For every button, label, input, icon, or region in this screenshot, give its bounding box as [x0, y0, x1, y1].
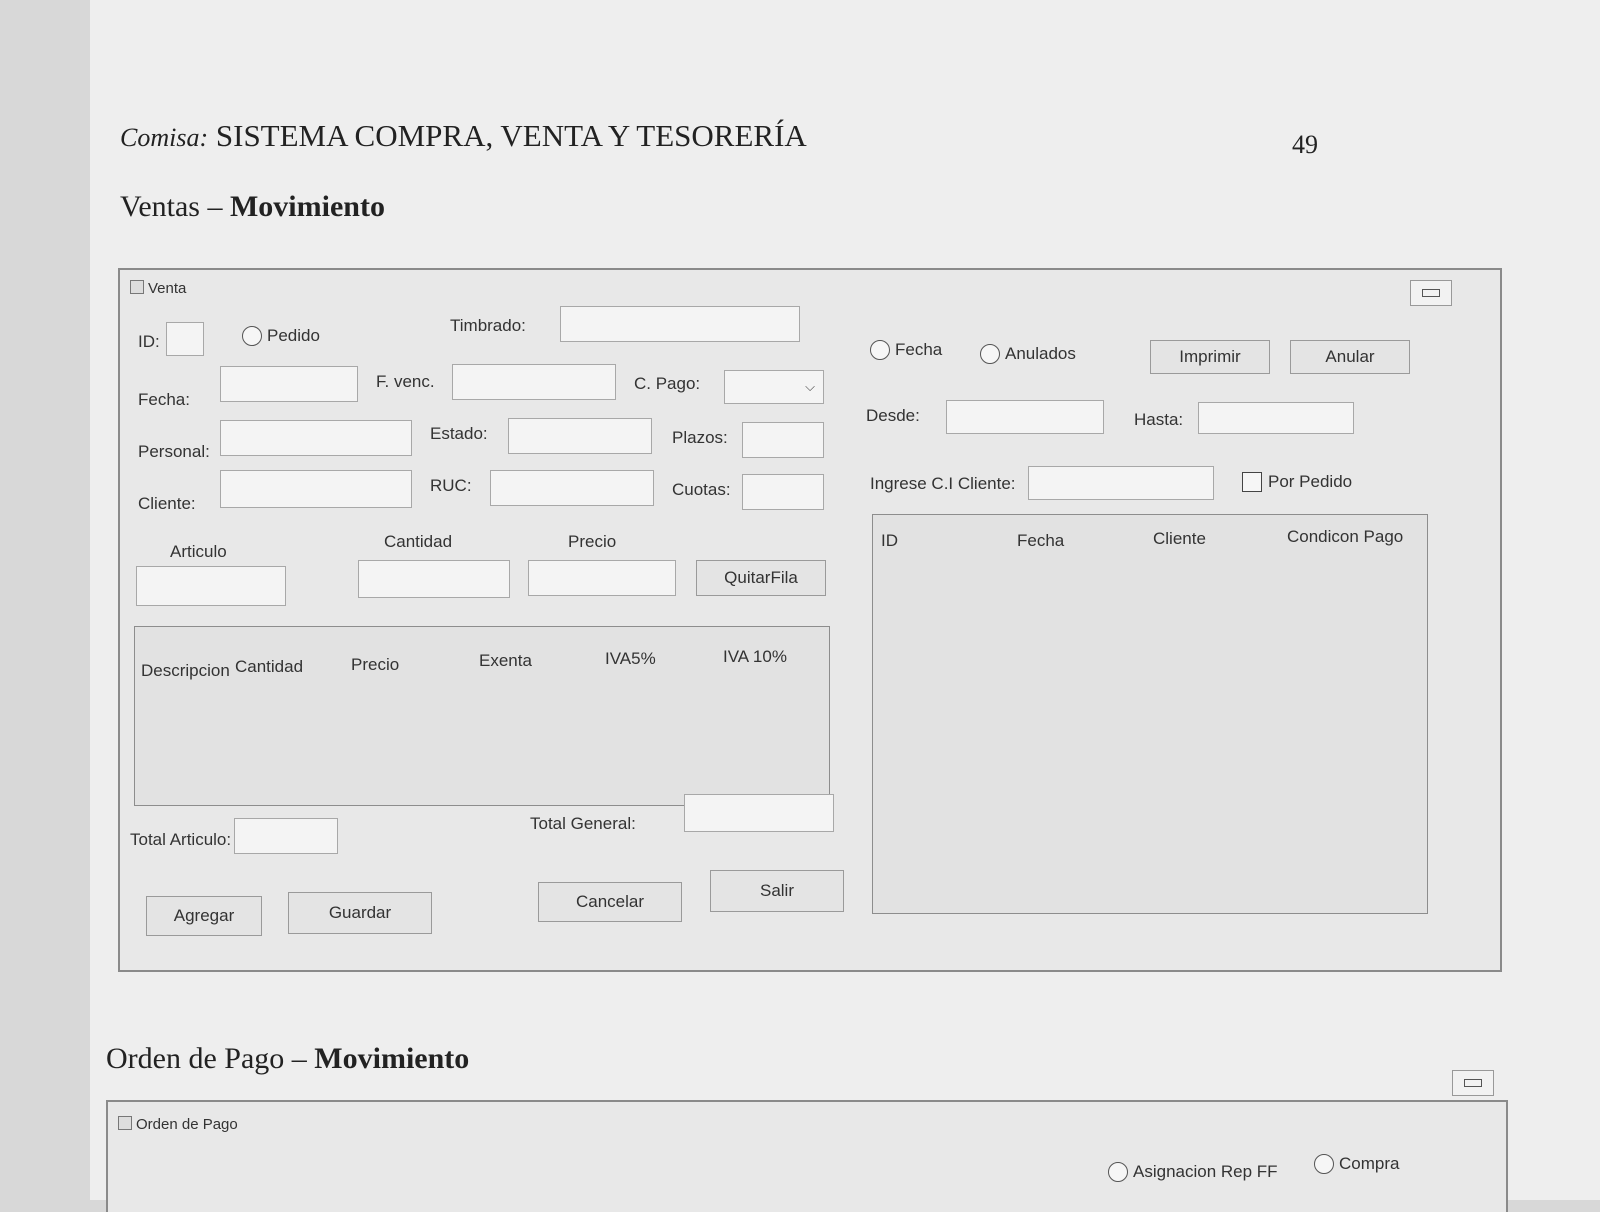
radio-circle-icon — [1108, 1162, 1128, 1182]
label-timbrado: Timbrado: — [450, 316, 526, 335]
list-header-cliente[interactable]: Cliente — [1153, 529, 1206, 548]
page-number: 49 — [1292, 130, 1318, 159]
label-cliente: Cliente: — [138, 494, 196, 513]
radio-pedido[interactable]: Pedido — [242, 326, 320, 346]
label-c-pago: C. Pago: — [634, 374, 701, 393]
grid-header-cantidad[interactable]: Cantidad — [235, 657, 304, 676]
label-desde: Desde: — [866, 406, 920, 425]
minimize-button-orden[interactable] — [1452, 1070, 1494, 1096]
radio-circle-icon — [242, 326, 262, 346]
ci-cliente-input[interactable] — [1028, 466, 1214, 500]
radio-fecha[interactable]: Fecha — [870, 340, 942, 360]
total-general-input[interactable] — [684, 794, 834, 832]
window-title — [130, 280, 186, 297]
minimize-icon — [1422, 289, 1440, 297]
cantidad-input[interactable] — [358, 560, 510, 598]
label-fecha: Fecha: — [138, 390, 190, 409]
salir-button[interactable]: Salir — [710, 870, 844, 912]
articulo-input[interactable] — [136, 566, 286, 606]
section-main: Movimiento — [229, 190, 385, 223]
label-total-general: Total General: — [530, 814, 636, 833]
timbrado-input[interactable] — [560, 306, 800, 342]
id-input[interactable] — [166, 322, 204, 356]
c-pago-select[interactable] — [724, 370, 824, 404]
window-app-icon — [118, 1116, 132, 1130]
hasta-input[interactable] — [1198, 402, 1354, 434]
precio-input[interactable] — [528, 560, 676, 596]
section-title-ventas — [120, 190, 385, 224]
radio-asignacion-rep-ff[interactable]: Asignacion Rep FF — [1108, 1162, 1278, 1182]
header-title: SISTEMA COMPRA, VENTA Y TESORERÍA — [215, 118, 807, 153]
ruc-input[interactable] — [490, 470, 654, 506]
header-company: Comisa: — [120, 123, 209, 152]
label-personal: Personal: — [138, 442, 210, 461]
label-precio: Precio — [568, 532, 617, 551]
cliente-input[interactable] — [220, 470, 412, 508]
radio-circle-icon — [980, 344, 1000, 364]
anular-button[interactable]: Anular — [1290, 340, 1410, 374]
grid-header-precio[interactable]: Precio — [351, 655, 400, 674]
minimize-button[interactable] — [1410, 280, 1452, 306]
plazos-input[interactable] — [742, 422, 824, 458]
list-header-id[interactable]: ID — [881, 531, 898, 550]
orden-pago-window — [106, 1100, 1508, 1212]
radio-compra[interactable]: Compra — [1314, 1154, 1399, 1174]
cancelar-button[interactable]: Cancelar — [538, 882, 682, 922]
grid-header-iva10[interactable]: IVA 10% — [723, 647, 787, 666]
estado-input[interactable] — [508, 418, 652, 454]
label-cuotas: Cuotas: — [672, 480, 731, 499]
list-header-fecha[interactable]: Fecha — [1017, 531, 1065, 550]
window-title-text: Venta — [148, 280, 187, 297]
f-venc-input[interactable] — [452, 364, 616, 400]
section-prefix: Ventas – — [120, 190, 223, 223]
detail-grid[interactable] — [134, 626, 830, 806]
grid-header-iva5[interactable]: IVA5% — [605, 649, 656, 668]
checkbox-por-pedido[interactable]: Por Pedido — [1242, 472, 1352, 492]
radio-circle-icon — [1314, 1154, 1334, 1174]
chevron-down-icon: ⌵ — [805, 379, 815, 394]
agregar-button[interactable]: Agregar — [146, 896, 262, 936]
radio-anulados[interactable]: Anulados — [980, 344, 1076, 364]
section-main: Movimiento — [314, 1042, 470, 1075]
section-prefix: Orden de Pago – — [106, 1042, 307, 1075]
cuotas-input[interactable] — [742, 474, 824, 510]
guardar-button[interactable]: Guardar — [288, 892, 432, 934]
label-ruc: RUC: — [430, 476, 472, 495]
grid-header-descripcion[interactable]: Descripcion — [141, 661, 230, 680]
total-articulo-input[interactable] — [234, 818, 338, 854]
label-plazos: Plazos: — [672, 428, 728, 447]
label-articulo: Articulo — [170, 542, 227, 561]
label-cantidad: Cantidad — [384, 532, 453, 551]
desde-input[interactable] — [946, 400, 1104, 434]
label-estado: Estado: — [430, 424, 488, 443]
label-total-articulo: Total Articulo: — [130, 830, 232, 849]
label-id: ID: — [138, 332, 160, 351]
label-f-venc: F. venc. — [376, 372, 435, 391]
window-title — [118, 1116, 238, 1133]
quitar-fila-button[interactable]: QuitarFila — [696, 560, 826, 596]
list-header-condicion-pago[interactable]: Condicon Pago — [1287, 527, 1404, 546]
label-hasta: Hasta: — [1134, 410, 1184, 429]
personal-input[interactable] — [220, 420, 412, 456]
page-header — [120, 118, 807, 154]
section-title-orden-pago — [106, 1042, 469, 1076]
fecha-input[interactable] — [220, 366, 358, 402]
grid-header-exenta[interactable]: Exenta — [479, 651, 532, 670]
minimize-icon — [1464, 1079, 1482, 1087]
imprimir-button[interactable]: Imprimir — [1150, 340, 1270, 374]
ventas-list-grid[interactable] — [872, 514, 1428, 914]
venta-window — [118, 268, 1502, 972]
radio-circle-icon — [870, 340, 890, 360]
window-app-icon — [130, 280, 144, 294]
checkbox-icon — [1242, 472, 1262, 492]
label-ingrese-ci: Ingrese C.I Cliente: — [870, 474, 1016, 493]
window-title-text: Orden de Pago — [136, 1116, 238, 1133]
